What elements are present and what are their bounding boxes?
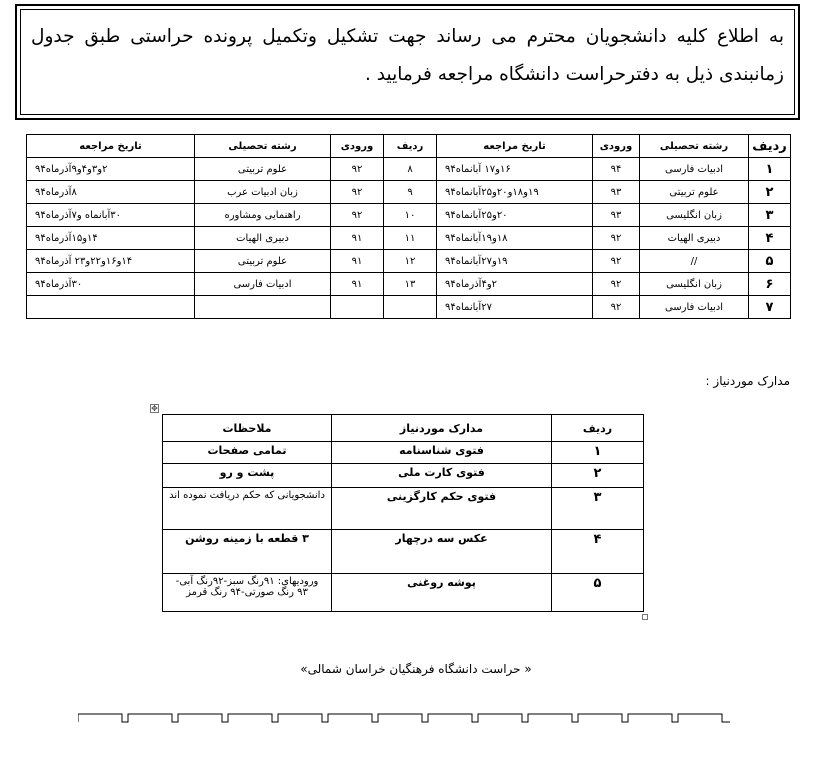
cell-field: علوم تربیتی: [195, 250, 331, 273]
cell-row-number: ۱۱: [384, 227, 437, 250]
cell-row-number: ۱۲: [384, 250, 437, 273]
header-entry: ورودی: [593, 135, 640, 158]
header-field: رشته تحصیلی: [195, 135, 331, 158]
cell-field: //: [640, 250, 749, 273]
cell-field: زبان ادبیات عرب: [195, 181, 331, 204]
cell-row-number: ۹: [384, 181, 437, 204]
header-row: ردیف: [384, 135, 437, 158]
cell-entry: ۹۱: [331, 273, 384, 296]
cell-entry: ۹۲: [593, 273, 640, 296]
cell-row-number: ۷: [749, 296, 791, 319]
docs-cell-document: عکس سه درچهار: [332, 530, 552, 574]
cell-row-number: ۶: [749, 273, 791, 296]
cell-entry: ۹۳: [593, 204, 640, 227]
cell-field: علوم تربیتی: [195, 158, 331, 181]
schedule-table: [26, 134, 791, 319]
cell-date: ۱۴و۱۵آذرماه۹۴: [27, 227, 195, 250]
header-row: ردیف: [749, 135, 791, 158]
required-docs-label: مدارک موردنیاز :: [705, 374, 790, 388]
cell-entry: ۹۲: [593, 250, 640, 273]
cell-entry: ۹۲: [331, 181, 384, 204]
docs-cell-row-number: ۲: [552, 464, 644, 488]
schedule-row: [27, 296, 791, 319]
cell-entry: ۹۲: [331, 204, 384, 227]
cell-entry: ۹۴: [593, 158, 640, 181]
cell-row-number: ۵: [749, 250, 791, 273]
table-resize-handle[interactable]: [642, 614, 648, 620]
schedule-row: [27, 158, 791, 181]
cell-row-number: ۳: [749, 204, 791, 227]
cell-date: ۸آذرماه۹۴: [27, 181, 195, 204]
cell-row-number: [384, 296, 437, 319]
cell-row-number: ۱: [749, 158, 791, 181]
cell-field: دبیری الهیات: [195, 227, 331, 250]
cell-row-number: ۱۳: [384, 273, 437, 296]
docs-header-row: [163, 415, 644, 442]
docs-cell-note: پشت و رو: [163, 464, 332, 488]
cell-field: ادبیات فارسی: [640, 158, 749, 181]
cell-entry: ۹۱: [331, 227, 384, 250]
cell-date: ۲۷آبانماه۹۴: [437, 296, 593, 319]
notice-box: [15, 4, 800, 120]
cell-entry: ۹۲: [593, 227, 640, 250]
docs-row: [163, 488, 644, 530]
docs-cell-row-number: ۵: [552, 574, 644, 612]
cell-row-number: ۲: [749, 181, 791, 204]
decorative-border-line: [78, 711, 730, 723]
cell-date: ۱۹و۲۷آبانماه۹۴: [437, 250, 593, 273]
schedule-row: [27, 181, 791, 204]
header-date: تاریخ مراجعه: [437, 135, 593, 158]
docs-cell-document: فتوی حکم کارگزینی: [332, 488, 552, 530]
docs-cell-note: دانشجویانی که حکم دریافت نموده اند: [163, 488, 332, 530]
cell-field: ادبیات فارسی: [195, 273, 331, 296]
docs-cell-row-number: ۴: [552, 530, 644, 574]
cell-date: [27, 296, 195, 319]
cell-field: زبان انگلیسی: [640, 204, 749, 227]
cell-entry: ۹۲: [331, 158, 384, 181]
docs-cell-note: تمامی صفحات: [163, 442, 332, 464]
header-entry: ورودی: [331, 135, 384, 158]
docs-cell-document: فتوی شناسنامه: [332, 442, 552, 464]
docs-cell-row-number: ۱: [552, 442, 644, 464]
docs-row: [163, 574, 644, 612]
docs-cell-document: پوشه روغنی: [332, 574, 552, 612]
required-docs-table: [162, 414, 644, 612]
cell-field: دبیری الهیات: [640, 227, 749, 250]
notice-text: به اطلاع کلیه دانشجویان محترم می رساند جهت تشکیل وتکمیل پرونده حراستی طبق جدول زمانبندی ذیل به دفترحراست دانشگاه مراجعه فرمایید .: [20, 9, 795, 115]
cell-date: ۱۴و۱۶و۲۲و۲۳ آذرماه۹۴: [27, 250, 195, 273]
schedule-row: [27, 250, 791, 273]
cell-date: ۱۶و۱۷ آبانماه۹۴: [437, 158, 593, 181]
schedule-row: [27, 273, 791, 296]
cell-entry: ۹۱: [331, 250, 384, 273]
schedule-row: [27, 227, 791, 250]
docs-cell-row-number: ۳: [552, 488, 644, 530]
cell-entry: ۹۳: [593, 181, 640, 204]
cell-entry: ۹۲: [593, 296, 640, 319]
header-field: رشته تحصیلی: [640, 135, 749, 158]
cell-field: علوم تربیتی: [640, 181, 749, 204]
docs-row: [163, 464, 644, 488]
docs-cell-note: ورودیهای: ۹۱رنگ سبز-۹۲رنگ آبی- ۹۳ رنگ صورتی-۹۴ رنگ قرمز: [163, 574, 332, 612]
cell-date: ۱۸و۱۹آبانماه۹۴: [437, 227, 593, 250]
cell-field: زبان انگلیسی: [640, 273, 749, 296]
cell-date: ۱۹و۱۸و۲۰و۲۵آبانماه۹۴: [437, 181, 593, 204]
schedule-header-row: [27, 135, 791, 158]
cell-field: [195, 296, 331, 319]
cell-date: ۳۰آبانماه و۷آذرماه۹۴: [27, 204, 195, 227]
docs-row: [163, 530, 644, 574]
cell-entry: [331, 296, 384, 319]
cell-row-number: ۸: [384, 158, 437, 181]
cell-field: راهنمایی ومشاوره: [195, 204, 331, 227]
cell-date: ۲و۴آذرماه۹۴: [437, 273, 593, 296]
cell-row-number: ۱۰: [384, 204, 437, 227]
footer-signature: « حراست دانشگاه فرهنگیان خراسان شمالی»: [300, 662, 532, 676]
docs-cell-note: ۳ قطعه با زمینه روشن: [163, 530, 332, 574]
header-date: تاریخ مراجعه: [27, 135, 195, 158]
docs-header-doc: مدارک موردنیاز: [332, 415, 552, 442]
docs-row: [163, 442, 644, 464]
cell-row-number: ۴: [749, 227, 791, 250]
docs-header-note: ملاحظات: [163, 415, 332, 442]
docs-cell-document: فتوی کارت ملی: [332, 464, 552, 488]
table-move-handle[interactable]: ✥: [151, 404, 158, 413]
cell-date: ۲۰و۲۵آبانماه۹۴: [437, 204, 593, 227]
cell-field: ادبیات فارسی: [640, 296, 749, 319]
cell-date: ۳۰آذرماه۹۴: [27, 273, 195, 296]
cell-date: ۲و۳و۴و۹آذرماه۹۴: [27, 158, 195, 181]
docs-header-row-number: ردیف: [552, 415, 644, 442]
schedule-row: [27, 204, 791, 227]
